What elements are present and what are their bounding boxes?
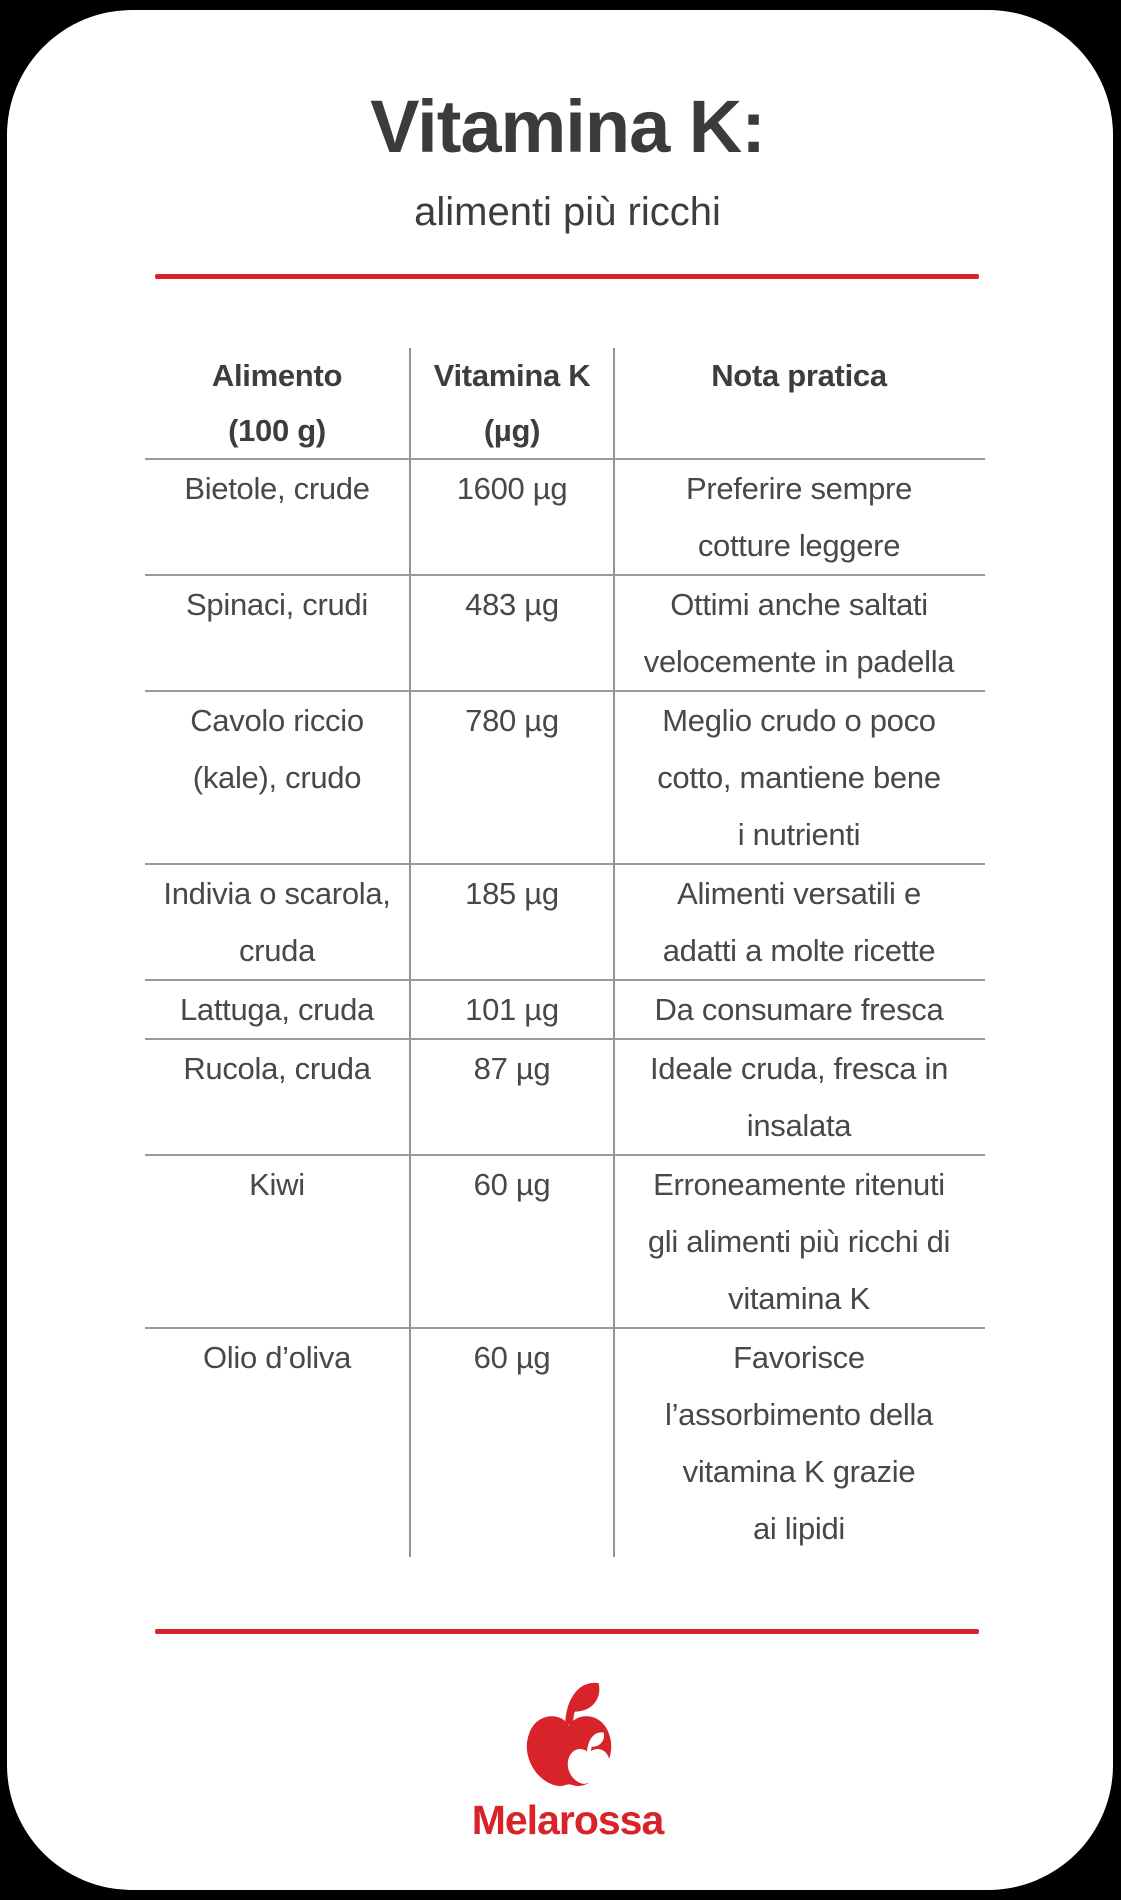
table-row bbox=[145, 863, 985, 979]
note-cell bbox=[613, 1329, 983, 1557]
table-row bbox=[145, 690, 985, 863]
note-cell bbox=[613, 576, 983, 690]
column-header-vitamina-k bbox=[409, 348, 613, 458]
cell-line: 101 µg bbox=[465, 992, 559, 1027]
cell-line: Alimento bbox=[211, 358, 343, 393]
cell-line: Rucola, cruda bbox=[183, 1051, 371, 1086]
table-row bbox=[145, 574, 985, 690]
cell-line: gli alimenti più ricchi di bbox=[647, 1224, 951, 1259]
cell-line: 780 µg bbox=[465, 703, 559, 738]
cell-line: vitamina K grazie bbox=[682, 1454, 916, 1489]
brand-name: Melarossa bbox=[471, 1797, 664, 1843]
apple-logo-icon bbox=[516, 1678, 620, 1794]
amount-cell bbox=[409, 576, 613, 690]
table-row bbox=[145, 979, 985, 1038]
cell-line: 60 µg bbox=[473, 1340, 551, 1375]
cell-line: 1600 µg bbox=[456, 471, 568, 506]
melarossa-logo bbox=[7, 1678, 1121, 1841]
food-cell bbox=[145, 692, 409, 863]
bottom-divider bbox=[155, 1629, 979, 1634]
column-header-alimento bbox=[145, 348, 409, 458]
food-cell bbox=[145, 1156, 409, 1327]
food-cell bbox=[145, 1329, 409, 1557]
food-cell bbox=[145, 576, 409, 690]
cell-line: Kiwi bbox=[249, 1167, 305, 1202]
cell-line: 483 µg bbox=[465, 587, 559, 622]
cell-line: adatti a molte ricette bbox=[662, 933, 936, 968]
cell-line: Alimenti versatili e bbox=[677, 876, 921, 911]
note-cell bbox=[613, 1040, 983, 1154]
cell-line: cotture leggere bbox=[697, 528, 901, 563]
cell-line: cotto, mantiene bene bbox=[657, 760, 941, 795]
note-cell bbox=[613, 1156, 983, 1327]
page-subtitle: alimenti più ricchi bbox=[414, 190, 721, 234]
cell-line: Ottimi anche saltati bbox=[670, 587, 928, 622]
cell-line: Nota pratica bbox=[711, 358, 887, 393]
cell-line: Favorisce bbox=[733, 1340, 865, 1375]
cell-line: 185 µg bbox=[465, 876, 559, 911]
table-row bbox=[145, 1154, 985, 1327]
cell-line: vitamina K bbox=[728, 1281, 870, 1316]
amount-cell bbox=[409, 692, 613, 863]
note-cell bbox=[613, 460, 983, 574]
cell-line: Olio d’oliva bbox=[202, 1340, 352, 1375]
cell-line: cruda bbox=[238, 933, 316, 968]
page-title: Vitamina K: bbox=[370, 85, 765, 168]
amount-cell bbox=[409, 865, 613, 979]
note-cell bbox=[613, 692, 983, 863]
cell-line: velocemente in padella bbox=[643, 644, 955, 679]
cell-line: Da consumare fresca bbox=[654, 992, 944, 1027]
note-cell bbox=[613, 865, 983, 979]
amount-cell bbox=[409, 1156, 613, 1327]
cell-line: insalata bbox=[746, 1108, 852, 1143]
table-header-row bbox=[145, 348, 985, 458]
table-row bbox=[145, 1327, 985, 1557]
cell-line: 87 µg bbox=[473, 1051, 551, 1086]
cell-line: Erroneamente ritenuti bbox=[653, 1167, 945, 1202]
infographic-card bbox=[7, 10, 1113, 1890]
cell-line: (kale), crudo bbox=[192, 760, 362, 795]
cell-line: Indivia o scarola, bbox=[163, 876, 391, 911]
cell-line: Cavolo riccio bbox=[190, 703, 364, 738]
amount-cell bbox=[409, 981, 613, 1038]
food-cell bbox=[145, 460, 409, 574]
top-divider bbox=[155, 274, 979, 279]
table-row bbox=[145, 458, 985, 574]
cell-line: ai lipidi bbox=[752, 1511, 846, 1546]
cell-line: l’assorbimento della bbox=[665, 1397, 933, 1432]
note-cell bbox=[613, 981, 983, 1038]
amount-cell bbox=[409, 1040, 613, 1154]
food-cell bbox=[145, 1040, 409, 1154]
cell-line: i nutrienti bbox=[737, 817, 861, 852]
cell-line: Lattuga, cruda bbox=[179, 992, 374, 1027]
cell-line: Preferire sempre bbox=[685, 471, 913, 506]
column-header-nota-pratica bbox=[613, 348, 983, 458]
food-cell bbox=[145, 981, 409, 1038]
food-cell bbox=[145, 865, 409, 979]
amount-cell bbox=[409, 1329, 613, 1557]
vitamin-k-table bbox=[145, 348, 985, 1557]
table-row bbox=[145, 1038, 985, 1154]
cell-line: Meglio crudo o poco bbox=[662, 703, 936, 738]
cell-line: Bietole, crude bbox=[184, 471, 370, 506]
cell-line: (µg) bbox=[483, 413, 541, 448]
cell-line: Vitamina K bbox=[433, 358, 591, 393]
cell-line: Ideale cruda, fresca in bbox=[649, 1051, 949, 1086]
amount-cell bbox=[409, 460, 613, 574]
cell-line: (100 g) bbox=[228, 413, 326, 448]
cell-line: Spinaci, crudi bbox=[186, 587, 368, 622]
cell-line: 60 µg bbox=[473, 1167, 551, 1202]
